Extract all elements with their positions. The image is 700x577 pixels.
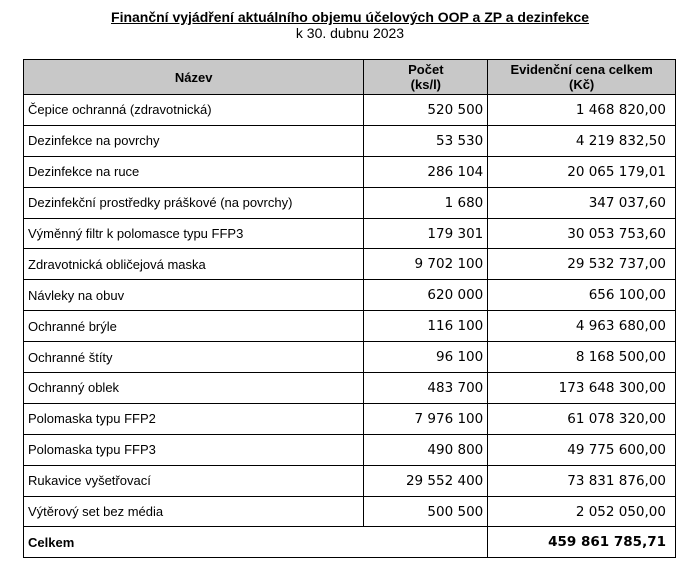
row-price: 20 065 179,01 (488, 156, 676, 187)
row-price: 4 219 832,50 (488, 125, 676, 156)
row-price: 73 831 876,00 (488, 465, 676, 496)
total-label: Celkem (24, 527, 488, 558)
row-price: 2 052 050,00 (488, 496, 676, 527)
row-name: Ochranný oblek (24, 373, 364, 404)
header-count (364, 60, 488, 95)
row-count: 500 500 (364, 496, 488, 527)
header-price (488, 60, 676, 95)
row-name: Polomaska typu FFP3 (24, 434, 364, 465)
row-name: Dezinfekce na povrchy (24, 125, 364, 156)
total-price: 459 861 785,71 (488, 527, 676, 558)
row-count: 483 700 (364, 373, 488, 404)
row-name: Výtěrový set bez média (24, 496, 364, 527)
table-row (24, 403, 676, 434)
row-name: Ochranné brýle (24, 311, 364, 342)
row-price: 61 078 320,00 (488, 403, 676, 434)
row-price: 1 468 820,00 (488, 95, 676, 126)
table-row (24, 187, 676, 218)
row-count: 286 104 (364, 156, 488, 187)
table-row (24, 496, 676, 527)
row-price: 4 963 680,00 (488, 311, 676, 342)
table-row (24, 249, 676, 280)
row-count: 1 680 (364, 187, 488, 218)
table-header-row (24, 60, 676, 95)
row-name: Polomaska typu FFP2 (24, 403, 364, 434)
document-title: Finanční vyjádření aktuálního objemu účelových OOP a ZP a dezinfekce (111, 9, 589, 25)
row-name: Dezinfekční prostředky práškové (na povrchy) (24, 187, 364, 218)
table-row (24, 434, 676, 465)
row-price: 173 648 300,00 (488, 373, 676, 404)
table-row (24, 280, 676, 311)
table-row (24, 311, 676, 342)
row-count: 116 100 (364, 311, 488, 342)
row-price: 49 775 600,00 (488, 434, 676, 465)
table-row (24, 125, 676, 156)
row-count: 9 702 100 (364, 249, 488, 280)
row-price: 656 100,00 (488, 280, 676, 311)
header-count-line2: (ks/l) (410, 77, 442, 92)
row-name: Zdravotnická obličejová maska (24, 249, 364, 280)
table-row (24, 342, 676, 373)
row-name: Ochranné štíty (24, 342, 364, 373)
table-row (24, 218, 676, 249)
header-count-line1: Počet (408, 62, 444, 77)
table-row (24, 465, 676, 496)
row-count: 53 530 (364, 125, 488, 156)
row-count: 490 800 (364, 434, 488, 465)
header-name: Název (24, 60, 364, 95)
row-count: 29 552 400 (364, 465, 488, 496)
row-name: Čepice ochranná (zdravotnická) (24, 95, 364, 126)
table-row (24, 156, 676, 187)
row-price: 8 168 500,00 (488, 342, 676, 373)
row-name: Výměnný filtr k polomasce typu FFP3 (24, 218, 364, 249)
row-count: 179 301 (364, 218, 488, 249)
document-subtitle: k 30. dubnu 2023 (295, 25, 405, 41)
row-name: Dezinfekce na ruce (24, 156, 364, 187)
table-row (24, 95, 676, 126)
row-price: 347 037,60 (488, 187, 676, 218)
row-price: 29 532 737,00 (488, 249, 676, 280)
row-count: 520 500 (364, 95, 488, 126)
header-price-line1: Evidenční cena celkem (510, 62, 653, 77)
row-count: 96 100 (364, 342, 488, 373)
row-price: 30 053 753,60 (488, 218, 676, 249)
row-name: Rukavice vyšetřovací (24, 465, 364, 496)
row-count: 620 000 (364, 280, 488, 311)
table-row (24, 373, 676, 404)
row-name: Návleky na obuv (24, 280, 364, 311)
inventory-table (23, 59, 676, 558)
total-row (24, 527, 676, 558)
row-count: 7 976 100 (364, 403, 488, 434)
header-price-line2: (Kč) (568, 77, 595, 92)
